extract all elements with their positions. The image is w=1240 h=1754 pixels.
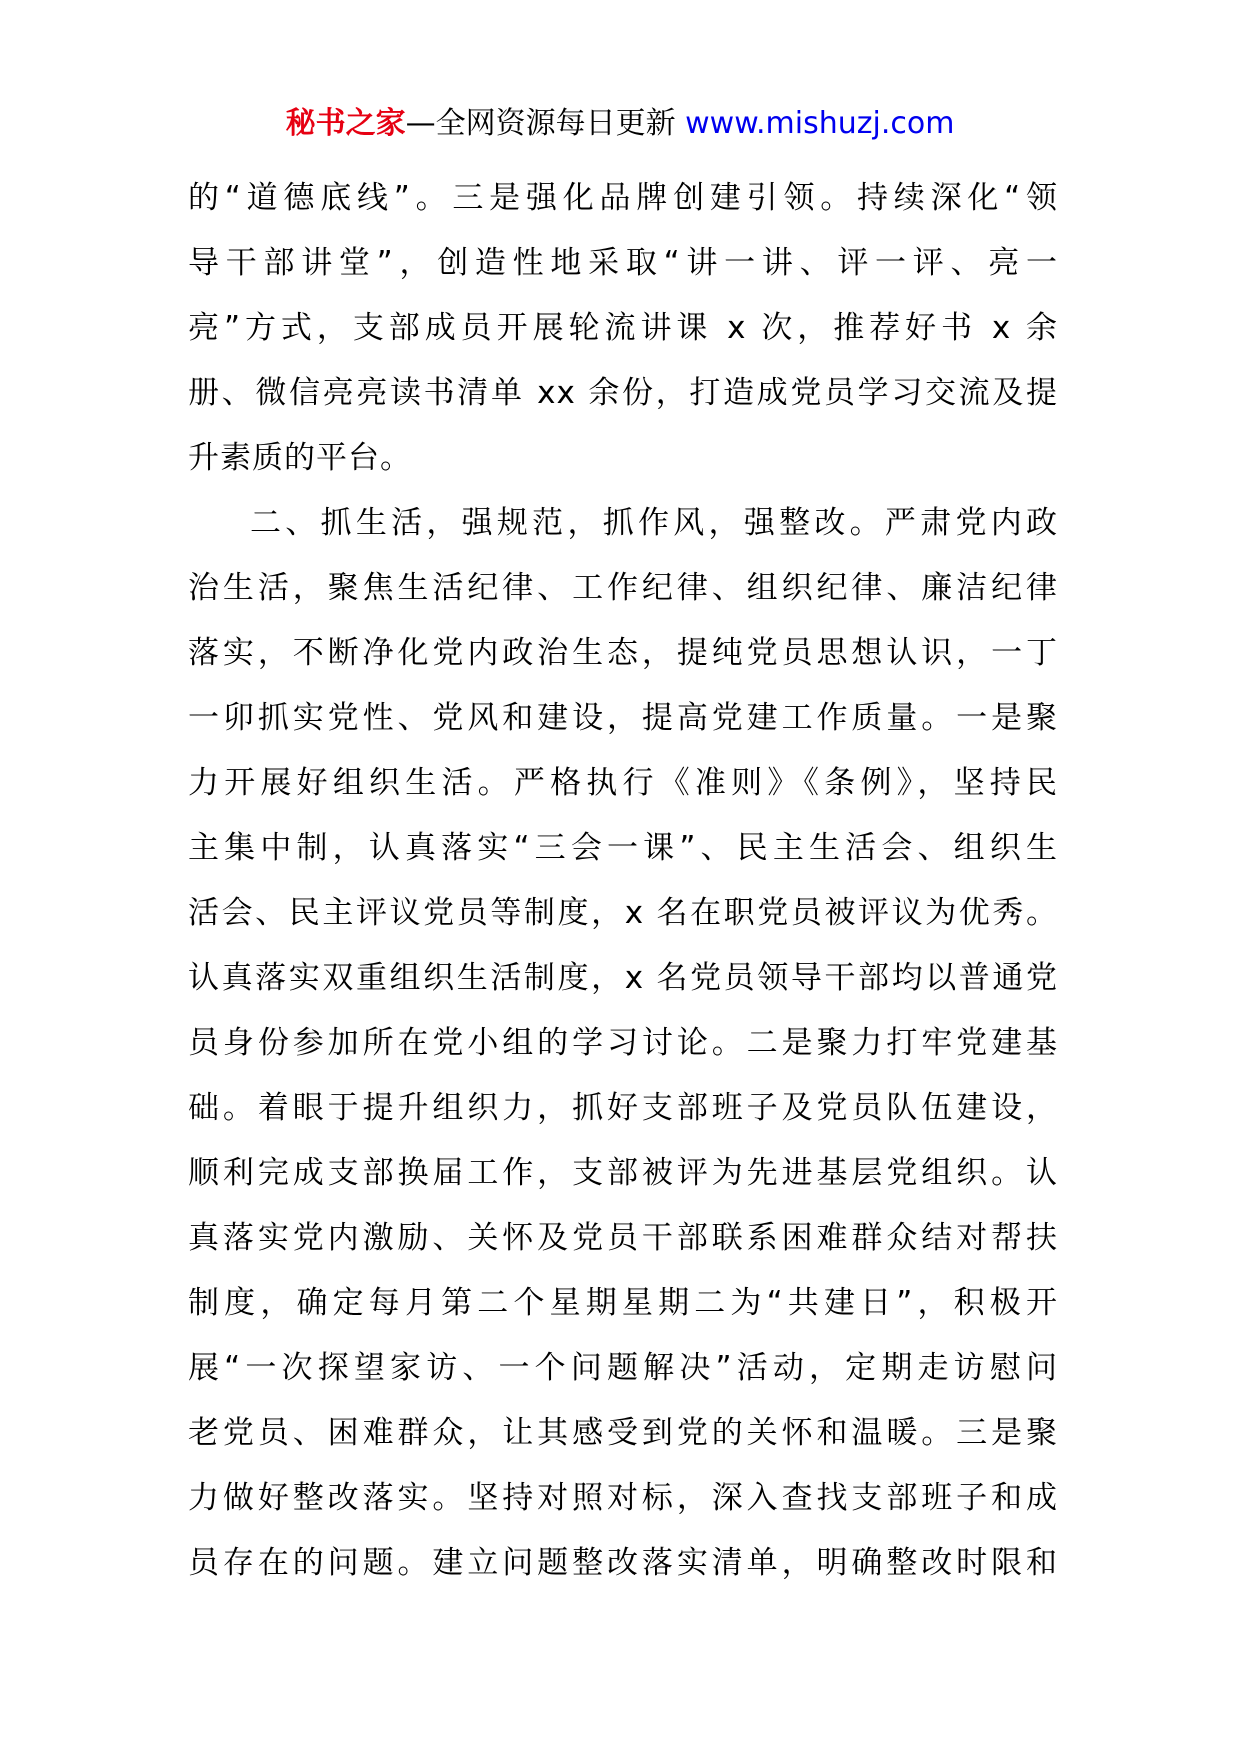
paragraph-heading-line: 二、抓生活，强规范，抓作风，强整改。严肃党内政 (250, 505, 1058, 541)
document-body (188, 166, 1058, 1596)
text-line: 力做好整改落实。坚持对照对标，深入查找支部班子和成 (188, 1480, 1058, 1516)
text-line: 础。着眼于提升组织力，抓好支部班子及党员队伍建设， (188, 1090, 1058, 1126)
text-line: 导干部讲堂”，创造性地采取“讲一讲、评一评、亮一 (188, 245, 1058, 281)
site-url-link[interactable]: www.mishuzj.com (685, 106, 955, 141)
text-line: 员身份参加所在党小组的学习讨论。二是聚力打牢党建基 (188, 1025, 1058, 1061)
text-line: 活会、民主评议党员等制度，x 名在职党员被评议为优秀。 (188, 895, 1058, 931)
page-header (0, 104, 1240, 144)
text-line: 认真落实双重组织生活制度，x 名党员领导干部均以普通党 (188, 960, 1058, 996)
text-line: 亮”方式，支部成员开展轮流讲课 x 次，推荐好书 x 余 (188, 310, 1058, 346)
text-line: 的“道德底线”。三是强化品牌创建引领。持续深化“领 (188, 180, 1058, 216)
text-line: 治生活，聚焦生活纪律、工作纪律、组织纪律、廉洁纪律 (188, 570, 1058, 606)
text-line: 老党员、困难群众，让其感受到党的关怀和温暖。三是聚 (188, 1415, 1058, 1451)
text-line: 展“一次探望家访、一个问题解决”活动，定期走访慰问 (188, 1350, 1058, 1386)
text-line: 主集中制，认真落实“三会一课”、民主生活会、组织生 (188, 830, 1058, 866)
header-tagline: —全网资源每日更新 (405, 106, 676, 141)
text-line: 制度，确定每月第二个星期星期二为“共建日”，积极开 (188, 1285, 1058, 1321)
text-line: 升素质的平台。 (188, 440, 412, 476)
text-line: 员存在的问题。建立问题整改落实清单，明确整改时限和 (188, 1545, 1058, 1581)
text-line: 真落实党内激励、关怀及党员干部联系困难群众结对帮扶 (188, 1220, 1058, 1256)
text-line: 顺利完成支部换届工作，支部被评为先进基层党组织。认 (188, 1155, 1058, 1191)
text-line: 一卯抓实党性、党风和建设，提高党建工作质量。一是聚 (188, 700, 1058, 736)
text-line: 落实，不断净化党内政治生态，提纯党员思想认识，一丁 (188, 635, 1058, 671)
text-line: 力开展好组织生活。严格执行《准则》《条例》，坚持民 (188, 765, 1058, 801)
brand-name: 秘书之家 (285, 106, 406, 141)
text-line: 册、微信亮亮读书清单 xx 余份，打造成党员学习交流及提 (188, 375, 1058, 411)
